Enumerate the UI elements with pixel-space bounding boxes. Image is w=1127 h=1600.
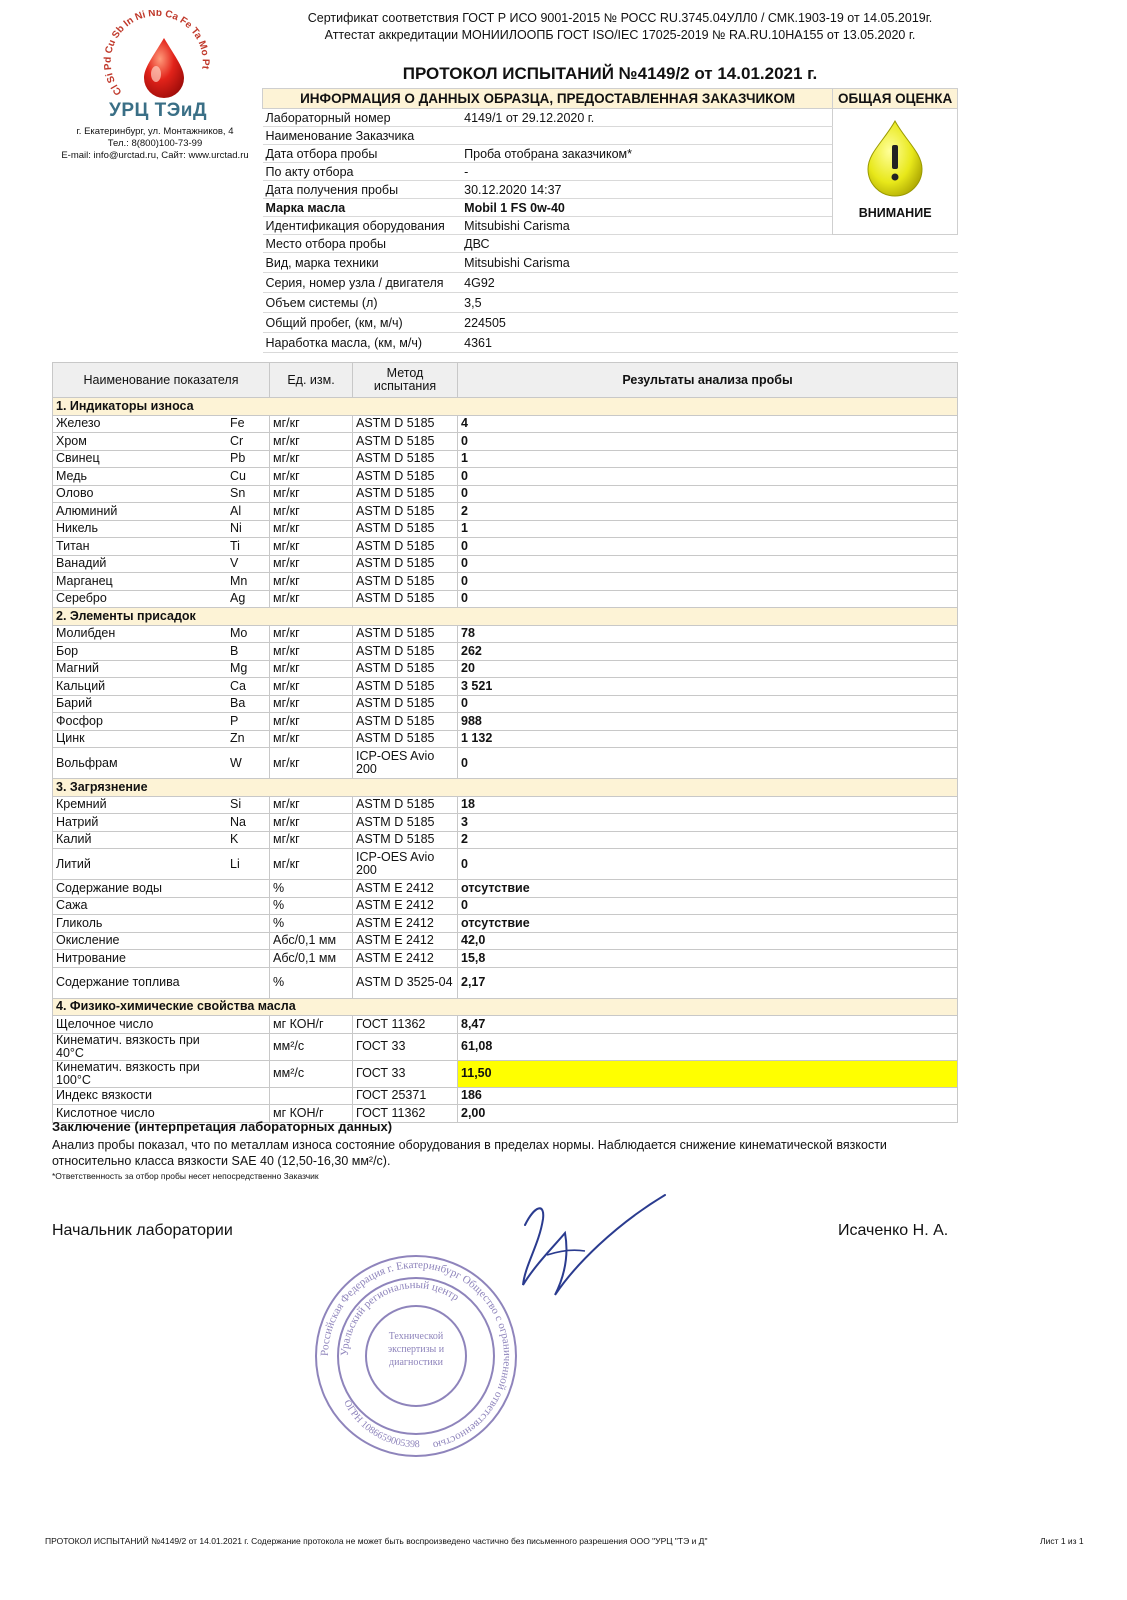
sample-key: Общий пробег, (км, м/ч) — [263, 313, 462, 333]
unit: мг/кг — [270, 748, 353, 779]
lab-address: г. Екатеринбург, ул. Монтажников, 4 — [76, 126, 234, 137]
element-symbol — [227, 915, 270, 933]
parameter-name: Индекс вязкости — [53, 1087, 228, 1105]
sample-key: По акту отбора — [263, 163, 462, 181]
unit — [270, 1087, 353, 1105]
parameter-name: Никель — [53, 520, 228, 538]
unit: мг/кг — [270, 538, 353, 556]
col-header-unit: Ед. изм. — [270, 363, 353, 398]
section-title: 4. Физико-химические свойства масла — [53, 998, 958, 1016]
parameter-name: Содержание воды — [53, 880, 228, 898]
table-row — [53, 1087, 958, 1105]
sample-key: Вид, марка техники — [263, 253, 462, 273]
test-method: ASTM D 5185 — [353, 485, 458, 503]
element-symbol: Fe — [227, 415, 270, 433]
element-symbol — [227, 897, 270, 915]
lab-phone: Тел.: 8(800)100-73-99 — [107, 138, 203, 149]
test-method: ASTM D 5185 — [353, 503, 458, 521]
parameter-name: Содержание топлива — [53, 967, 228, 998]
section-title: 3. Загрязнение — [53, 779, 958, 797]
section-row — [53, 779, 958, 797]
table-row — [53, 932, 958, 950]
element-symbol — [227, 932, 270, 950]
element-symbol: V — [227, 555, 270, 573]
element-symbol: Ag — [227, 590, 270, 608]
table-row — [53, 415, 958, 433]
unit: Абс/0,1 мм — [270, 932, 353, 950]
lab-contacts — [40, 126, 270, 162]
test-method: ASTM D 5185 — [353, 520, 458, 538]
protocol-title: ПРОТОКОЛ ИСПЫТАНИЙ №4149/2 от 14.01.2021 г. — [402, 64, 818, 83]
table-row — [53, 915, 958, 933]
test-method: ASTM D 5185 — [353, 713, 458, 731]
result-value: 4 — [458, 415, 958, 433]
sample-key: Идентификация оборудования — [263, 217, 462, 235]
logo-name: УРЦ ТЭиД — [109, 100, 207, 121]
unit: мг/кг — [270, 415, 353, 433]
signer-role: Начальник лаборатории — [52, 1222, 233, 1239]
unit: мг/кг — [270, 713, 353, 731]
test-method: ASTM D 5185 — [353, 450, 458, 468]
result-value: 0 — [458, 748, 958, 779]
test-method: ГОСТ 33 — [353, 1060, 458, 1087]
col-header-name: Наименование показателя — [53, 363, 270, 398]
page-counter: Лист 1 из 1 — [1040, 1536, 1084, 1546]
sample-value: 4149/1 от 29.12.2020 г. — [461, 109, 833, 127]
element-symbol: Cr — [227, 433, 270, 451]
test-method: ASTM E 2412 — [353, 897, 458, 915]
parameter-name: Алюминий — [53, 503, 228, 521]
sample-info-table — [262, 88, 958, 353]
result-value: 3 521 — [458, 678, 958, 696]
test-method: ASTM D 5185 — [353, 433, 458, 451]
element-symbol — [227, 950, 270, 968]
result-value: 18 — [458, 796, 958, 814]
parameter-name: Окисление — [53, 932, 228, 950]
sample-value: Проба отобрана заказчиком* — [461, 145, 833, 163]
element-symbol: Ba — [227, 695, 270, 713]
conclusion-text: Анализ пробы показал, что по металлам износа состояние оборудования в пределах нормы. Наблюдается снижение кинематической вязкости относительно класса вязкости SAE 40 (12,50-16,30 мм²/с). — [52, 1138, 887, 1168]
results-body — [53, 398, 958, 1123]
result-value: 1 132 — [458, 730, 958, 748]
table-row — [53, 831, 958, 849]
unit: мг/кг — [270, 555, 353, 573]
sample-value: - — [461, 163, 833, 181]
col-header-method: Метод испытания — [353, 363, 458, 398]
unit: % — [270, 915, 353, 933]
unit: мг/кг — [270, 814, 353, 832]
parameter-name: Щелочное число — [53, 1016, 228, 1034]
element-symbol: W — [227, 748, 270, 779]
sample-value — [461, 127, 833, 145]
element-symbol: Na — [227, 814, 270, 832]
test-method: ICP-OES Avio 200 — [353, 849, 458, 880]
table-row — [53, 468, 958, 486]
result-value: 262 — [458, 643, 958, 661]
stamp-outer-text: Российская Федерация г. Екатеринбург Общество с ограниченной ответственностью — [318, 1258, 514, 1452]
parameter-name: Гликоль — [53, 915, 228, 933]
section-title: 2. Элементы присадок — [53, 608, 958, 626]
stamp-ogrn-text: ОГРН 1086659005398 — [341, 1398, 420, 1451]
unit: мг/кг — [270, 695, 353, 713]
unit: % — [270, 897, 353, 915]
result-value: 2,17 — [458, 967, 958, 998]
sample-key: Объем системы (л) — [263, 293, 462, 313]
test-method: ICP-OES Avio 200 — [353, 748, 458, 779]
unit: мг/кг — [270, 625, 353, 643]
test-method: ASTM D 5185 — [353, 730, 458, 748]
test-method: ГОСТ 11362 — [353, 1105, 458, 1123]
unit: Абс/0,1 мм — [270, 950, 353, 968]
parameter-name: Железо — [53, 415, 228, 433]
element-symbol: Ca — [227, 678, 270, 696]
unit: мг КОН/г — [270, 1105, 353, 1123]
result-value: 0 — [458, 849, 958, 880]
table-row — [53, 450, 958, 468]
parameter-name: Серебро — [53, 590, 228, 608]
result-value: 11,50 — [458, 1060, 958, 1087]
table-row — [53, 503, 958, 521]
certificate-line-2: Аттестат аккредитации МОНИИЛООПБ ГОСТ ISO/IEC 17025-2019 № RA.RU.10НА155 от 13.05.2020 г. — [324, 28, 916, 42]
unit: мг/кг — [270, 573, 353, 591]
parameter-name: Олово — [53, 485, 228, 503]
sample-value: Mobil 1 FS 0w-40 — [461, 199, 833, 217]
test-method: ASTM D 5185 — [353, 590, 458, 608]
table-row — [53, 485, 958, 503]
result-value: 0 — [458, 468, 958, 486]
signer-name: Исаченко Н. А. — [838, 1222, 949, 1239]
result-value: 2,00 — [458, 1105, 958, 1123]
element-symbol: P — [227, 713, 270, 731]
table-row — [53, 849, 958, 880]
test-method: ASTM D 5185 — [353, 814, 458, 832]
unit: мм²/с — [270, 1033, 353, 1060]
parameter-name: Свинец — [53, 450, 228, 468]
sample-value: 4361 — [461, 333, 957, 353]
sample-key: Лабораторный номер — [263, 109, 462, 127]
logo-drop-icon — [52, 10, 252, 110]
lab-email-site: E-mail: info@urctad.ru, Сайт: www.urctad.ru — [61, 150, 249, 161]
sample-value: 30.12.2020 14:37 — [461, 181, 833, 199]
unit: мг/кг — [270, 643, 353, 661]
test-method: ASTM D 5185 — [353, 415, 458, 433]
parameter-name: Кальций — [53, 678, 228, 696]
svg-text:Cl Si Pd Cu Sb In Ni Nb Ca Fe — [52, 10, 211, 97]
parameter-name: Хром — [53, 433, 228, 451]
test-method: ASTM D 5185 — [353, 678, 458, 696]
sample-key: Серия, номер узла / двигателя — [263, 273, 462, 293]
table-row — [53, 590, 958, 608]
sample-key: Наработка масла, (км, м/ч) — [263, 333, 462, 353]
element-symbol: Cu — [227, 468, 270, 486]
result-value: 0 — [458, 695, 958, 713]
table-row — [53, 695, 958, 713]
result-value: 42,0 — [458, 932, 958, 950]
table-row — [53, 573, 958, 591]
test-method: ASTM D 5185 — [353, 573, 458, 591]
unit: мг/кг — [270, 485, 353, 503]
unit: мг/кг — [270, 849, 353, 880]
unit: мг/кг — [270, 450, 353, 468]
parameter-name: Сажа — [53, 897, 228, 915]
element-symbol — [227, 967, 270, 998]
parameter-name: Марганец — [53, 573, 228, 591]
unit: мг/кг — [270, 433, 353, 451]
stamp-center-text: Технической экспертизы и диагностики — [387, 1331, 445, 1368]
table-row — [53, 796, 958, 814]
section-row — [53, 398, 958, 416]
test-method: ASTM D 5185 — [353, 538, 458, 556]
result-value: 0 — [458, 573, 958, 591]
sample-key: Наименование Заказчика — [263, 127, 462, 145]
warning-drop-icon — [860, 117, 930, 197]
sample-key: Дата получения пробы — [263, 181, 462, 199]
parameter-name: Нитрование — [53, 950, 228, 968]
section-row — [53, 998, 958, 1016]
test-method: ASTM D 5185 — [353, 796, 458, 814]
element-symbol: Al — [227, 503, 270, 521]
result-value: 0 — [458, 485, 958, 503]
element-symbol: B — [227, 643, 270, 661]
table-row — [53, 1016, 958, 1034]
parameter-name: Вольфрам — [53, 748, 228, 779]
element-symbol — [227, 1060, 270, 1087]
section-row — [53, 608, 958, 626]
col-header-result: Результаты анализа пробы — [458, 363, 958, 398]
element-symbol: Ti — [227, 538, 270, 556]
unit: мг/кг — [270, 678, 353, 696]
parameter-name: Фосфор — [53, 713, 228, 731]
result-value: 20 — [458, 660, 958, 678]
table-row — [53, 897, 958, 915]
parameter-name: Кислотное число — [53, 1105, 228, 1123]
table-row — [53, 555, 958, 573]
table-row — [53, 880, 958, 898]
test-method: ASTM D 5185 — [353, 625, 458, 643]
unit: % — [270, 880, 353, 898]
result-value: 1 — [458, 450, 958, 468]
test-method: ГОСТ 33 — [353, 1033, 458, 1060]
result-value: 988 — [458, 713, 958, 731]
table-row — [53, 520, 958, 538]
element-symbol: Zn — [227, 730, 270, 748]
unit: мг/кг — [270, 831, 353, 849]
table-row — [53, 730, 958, 748]
element-symbol: Mn — [227, 573, 270, 591]
parameter-name: Ванадий — [53, 555, 228, 573]
parameter-name: Калий — [53, 831, 228, 849]
test-method: ASTM E 2412 — [353, 915, 458, 933]
parameter-name: Титан — [53, 538, 228, 556]
rating-cell — [833, 109, 958, 235]
element-symbol — [227, 880, 270, 898]
test-method: ASTM D 5185 — [353, 695, 458, 713]
parameter-name: Медь — [53, 468, 228, 486]
sample-key: Марка масла — [263, 199, 462, 217]
parameter-name: Кинематич. вязкость при 100°С — [53, 1060, 228, 1087]
unit: мг/кг — [270, 590, 353, 608]
parameter-name: Бор — [53, 643, 228, 661]
table-row — [53, 433, 958, 451]
result-value: 61,08 — [458, 1033, 958, 1060]
result-value: 0 — [458, 555, 958, 573]
element-symbol: K — [227, 831, 270, 849]
results-table — [52, 362, 958, 1123]
parameter-name: Кремний — [53, 796, 228, 814]
test-method: ASTM D 3525-04 — [353, 967, 458, 998]
sample-key: Дата отбора пробы — [263, 145, 462, 163]
sample-key: Место отбора пробы — [263, 235, 462, 253]
responsibility-note: *Ответственность за отбор пробы несет непосредственно Заказчик — [52, 1171, 319, 1181]
stamp-inner-text: Уральский региональный центр — [338, 1278, 462, 1357]
conclusion-heading: Заключение (интерпретация лабораторных данных) — [52, 1119, 393, 1134]
test-method: ASTM D 5185 — [353, 555, 458, 573]
unit: мг/кг — [270, 520, 353, 538]
result-value: 8,47 — [458, 1016, 958, 1034]
test-method: ASTM D 5185 — [353, 643, 458, 661]
element-symbol — [227, 1087, 270, 1105]
table-row — [53, 1060, 958, 1087]
certificate-line-1: Сертификат соответствия ГОСТ Р ИСО 9001-2015 № РОСС RU.3745.04УЛЛ0 / СМК.1903-19 от 14.05.2019г. — [307, 11, 933, 25]
result-value: 1 — [458, 520, 958, 538]
unit: мг/кг — [270, 796, 353, 814]
sample-value: Mitsubishi Carisma — [461, 217, 833, 235]
unit: мг/кг — [270, 660, 353, 678]
rating-value: ВНИМАНИЕ — [858, 206, 932, 220]
result-value: 15,8 — [458, 950, 958, 968]
result-value: 0 — [458, 538, 958, 556]
sample-value: 224505 — [461, 313, 957, 333]
sample-value: 3,5 — [461, 293, 957, 313]
sample-info-heading: ИНФОРМАЦИЯ О ДАННЫХ ОБРАЗЦА, ПРЕДОСТАВЛЕННАЯ ЗАКАЗЧИКОМ — [263, 89, 833, 109]
unit: мг/кг — [270, 730, 353, 748]
element-symbol: Sn — [227, 485, 270, 503]
table-row — [53, 678, 958, 696]
handwritten-signature — [495, 1185, 675, 1315]
unit: мг/кг — [270, 468, 353, 486]
footer-disclaimer: ПРОТОКОЛ ИСПЫТАНИЙ №4149/2 от 14.01.2021 г. Содержание протокола не может быть воспроизведено частично без письменного разрешения ООО "УРЦ "ТЭ и Д" — [45, 1536, 708, 1546]
test-method: ASTM D 5185 — [353, 831, 458, 849]
element-symbol: Mg — [227, 660, 270, 678]
parameter-name: Барий — [53, 695, 228, 713]
parameter-name: Магний — [53, 660, 228, 678]
table-row — [53, 748, 958, 779]
test-method: ГОСТ 25371 — [353, 1087, 458, 1105]
table-row — [53, 660, 958, 678]
table-row — [53, 814, 958, 832]
unit: % — [270, 967, 353, 998]
element-symbol: Ni — [227, 520, 270, 538]
test-method: ASTM E 2412 — [353, 932, 458, 950]
table-row — [53, 1033, 958, 1060]
unit: мг КОН/г — [270, 1016, 353, 1034]
parameter-name: Цинк — [53, 730, 228, 748]
result-value: 0 — [458, 897, 958, 915]
test-method: ASTM D 5185 — [353, 468, 458, 486]
result-value: 2 — [458, 503, 958, 521]
result-value: 0 — [458, 433, 958, 451]
result-value: 78 — [458, 625, 958, 643]
element-symbol: Mo — [227, 625, 270, 643]
result-value: 0 — [458, 590, 958, 608]
result-value: 186 — [458, 1087, 958, 1105]
result-value: отсутствие — [458, 880, 958, 898]
test-method: ASTM D 5185 — [353, 660, 458, 678]
unit: мм²/с — [270, 1060, 353, 1087]
table-row — [53, 643, 958, 661]
sample-value: 4G92 — [461, 273, 957, 293]
parameter-name: Молибден — [53, 625, 228, 643]
result-value: 3 — [458, 814, 958, 832]
test-method: ГОСТ 11362 — [353, 1016, 458, 1034]
element-symbol — [227, 1033, 270, 1060]
test-method: ASTM E 2412 — [353, 880, 458, 898]
result-value: 2 — [458, 831, 958, 849]
logo-ring-text: Cl Si Pd Cu Sb In Ni Nb Ca Fe Ta Mo Pt — [102, 10, 211, 97]
element-symbol: Li — [227, 849, 270, 880]
element-symbol: Pb — [227, 450, 270, 468]
sample-value: Mitsubishi Carisma — [461, 253, 957, 273]
sample-value: ДВС — [461, 235, 957, 253]
test-method: ASTM E 2412 — [353, 950, 458, 968]
unit: мг/кг — [270, 503, 353, 521]
table-row — [53, 713, 958, 731]
element-symbol — [227, 1016, 270, 1034]
parameter-name: Кинематич. вязкость при 40°С — [53, 1033, 228, 1060]
table-row — [53, 967, 958, 998]
lab-stamp — [312, 1252, 520, 1460]
table-row — [53, 538, 958, 556]
stamp-seal-icon — [312, 1252, 520, 1460]
element-symbol: Si — [227, 796, 270, 814]
table-row — [53, 625, 958, 643]
parameter-name: Натрий — [53, 814, 228, 832]
rating-heading: ОБЩАЯ ОЦЕНКА — [833, 89, 958, 109]
table-row — [53, 950, 958, 968]
result-value: отсутствие — [458, 915, 958, 933]
section-title: 1. Индикаторы износа — [53, 398, 958, 416]
parameter-name: Литий — [53, 849, 228, 880]
